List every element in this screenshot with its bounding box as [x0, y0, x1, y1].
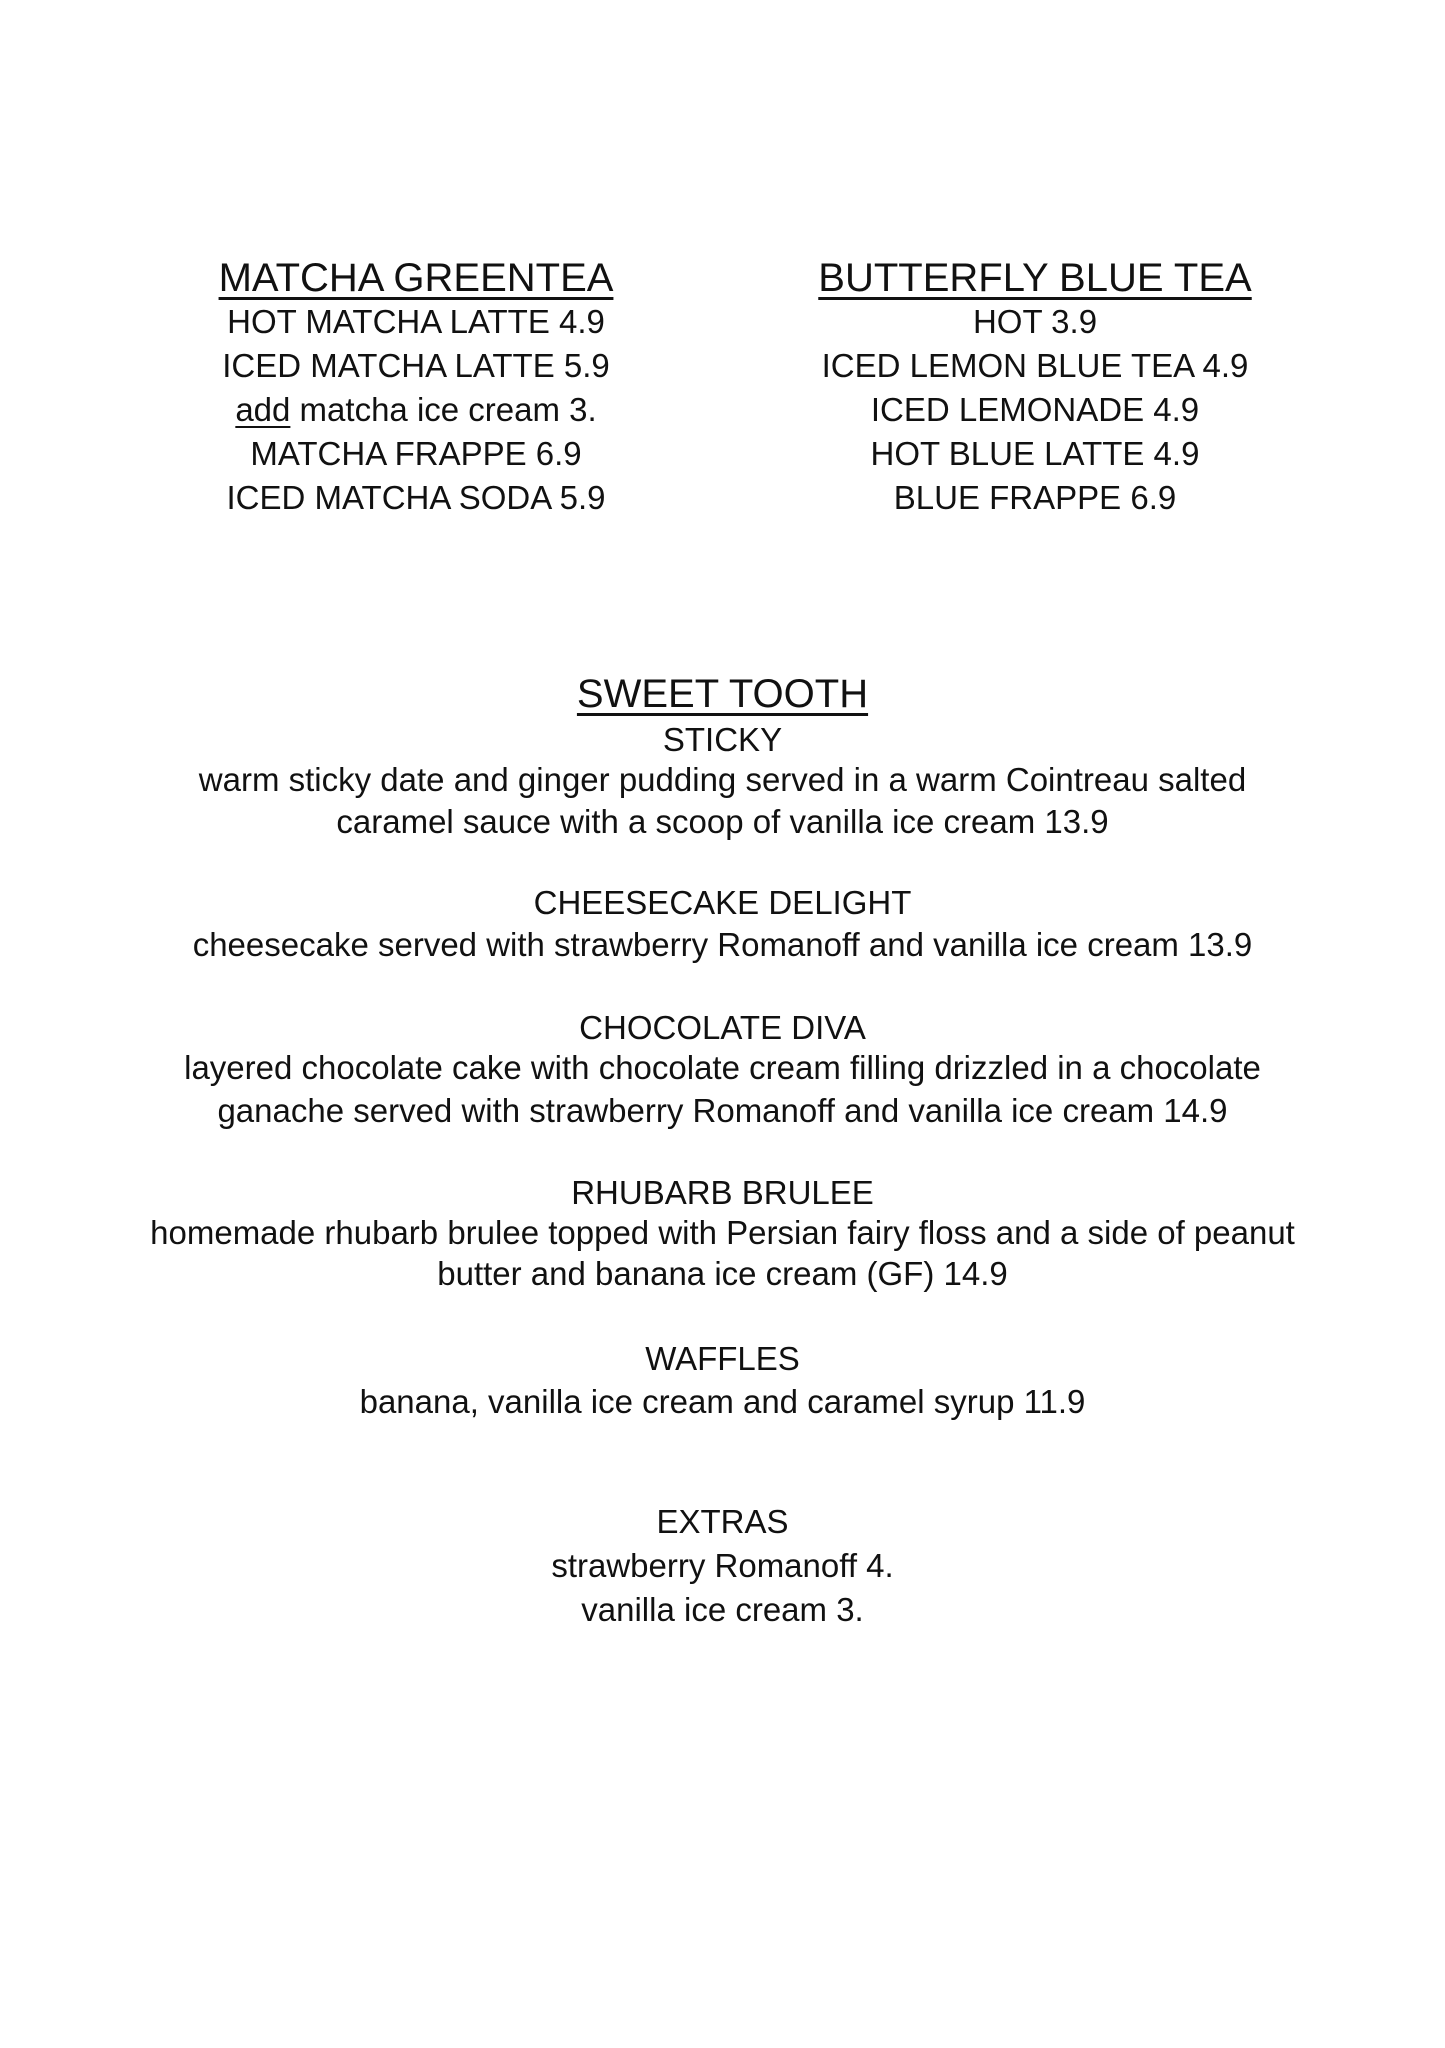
extras-heading: EXTRAS [656, 1503, 789, 1540]
dessert-name: CHEESECAKE DELIGHT [533, 884, 912, 921]
dessert-description: cheesecake served with strawberry Romanoff and vanilla ice cream 13.9 [192, 926, 1253, 963]
dessert-description: warm sticky date and ginger pudding served in a warm Cointreau salted [198, 761, 1247, 798]
extra-item: vanilla ice cream 3. [581, 1591, 864, 1628]
menu-item-addon [96, 388, 736, 432]
dessert-name: WAFFLES [645, 1340, 800, 1377]
menu-item: HOT 3.9 [972, 303, 1098, 340]
dessert-description: homemade rhubarb brulee topped with Persian fairy floss and a side of peanut [150, 1214, 1295, 1251]
dessert-description: ganache served with strawberry Romanoff and vanilla ice cream 14.9 [217, 1092, 1228, 1129]
dessert-description: butter and banana ice cream (GF) 14.9 [437, 1255, 1008, 1292]
matcha-heading: MATCHA GREENTEA [218, 256, 614, 300]
menu-item: ICED LEMON BLUE TEA 4.9 [821, 347, 1249, 384]
menu-item: MATCHA FRAPPE 6.9 [250, 435, 582, 472]
butterfly-heading: BUTTERFLY BLUE TEA [818, 256, 1252, 300]
menu-item: BLUE FRAPPE 6.9 [893, 479, 1177, 516]
dessert-description: banana, vanilla ice cream and caramel syrup 11.9 [359, 1383, 1086, 1420]
menu-item: HOT BLUE LATTE 4.9 [870, 435, 1200, 472]
dessert-name: STICKY [662, 721, 783, 758]
matcha-section [96, 256, 736, 520]
butterfly-section [715, 256, 1355, 520]
menu-item: HOT MATCHA LATTE 4.9 [227, 303, 605, 340]
menu-item: ICED MATCHA SODA 5.9 [226, 479, 606, 516]
dessert-description: caramel sauce with a scoop of vanilla ice cream 13.9 [336, 803, 1109, 840]
dessert-description: layered chocolate cake with chocolate cream filling drizzled in a chocolate [184, 1049, 1261, 1086]
menu-item: ICED LEMONADE 4.9 [870, 391, 1200, 428]
addon-text: matcha ice cream 3. [290, 391, 597, 428]
dessert-name: RHUBARB BRULEE [571, 1174, 874, 1211]
extra-item: strawberry Romanoff 4. [551, 1547, 894, 1584]
addon-prefix: add [235, 391, 291, 428]
sweet-tooth-heading: SWEET TOOTH [576, 672, 869, 716]
menu-item: ICED MATCHA LATTE 5.9 [222, 347, 610, 384]
dessert-name: CHOCOLATE DIVA [579, 1009, 866, 1046]
